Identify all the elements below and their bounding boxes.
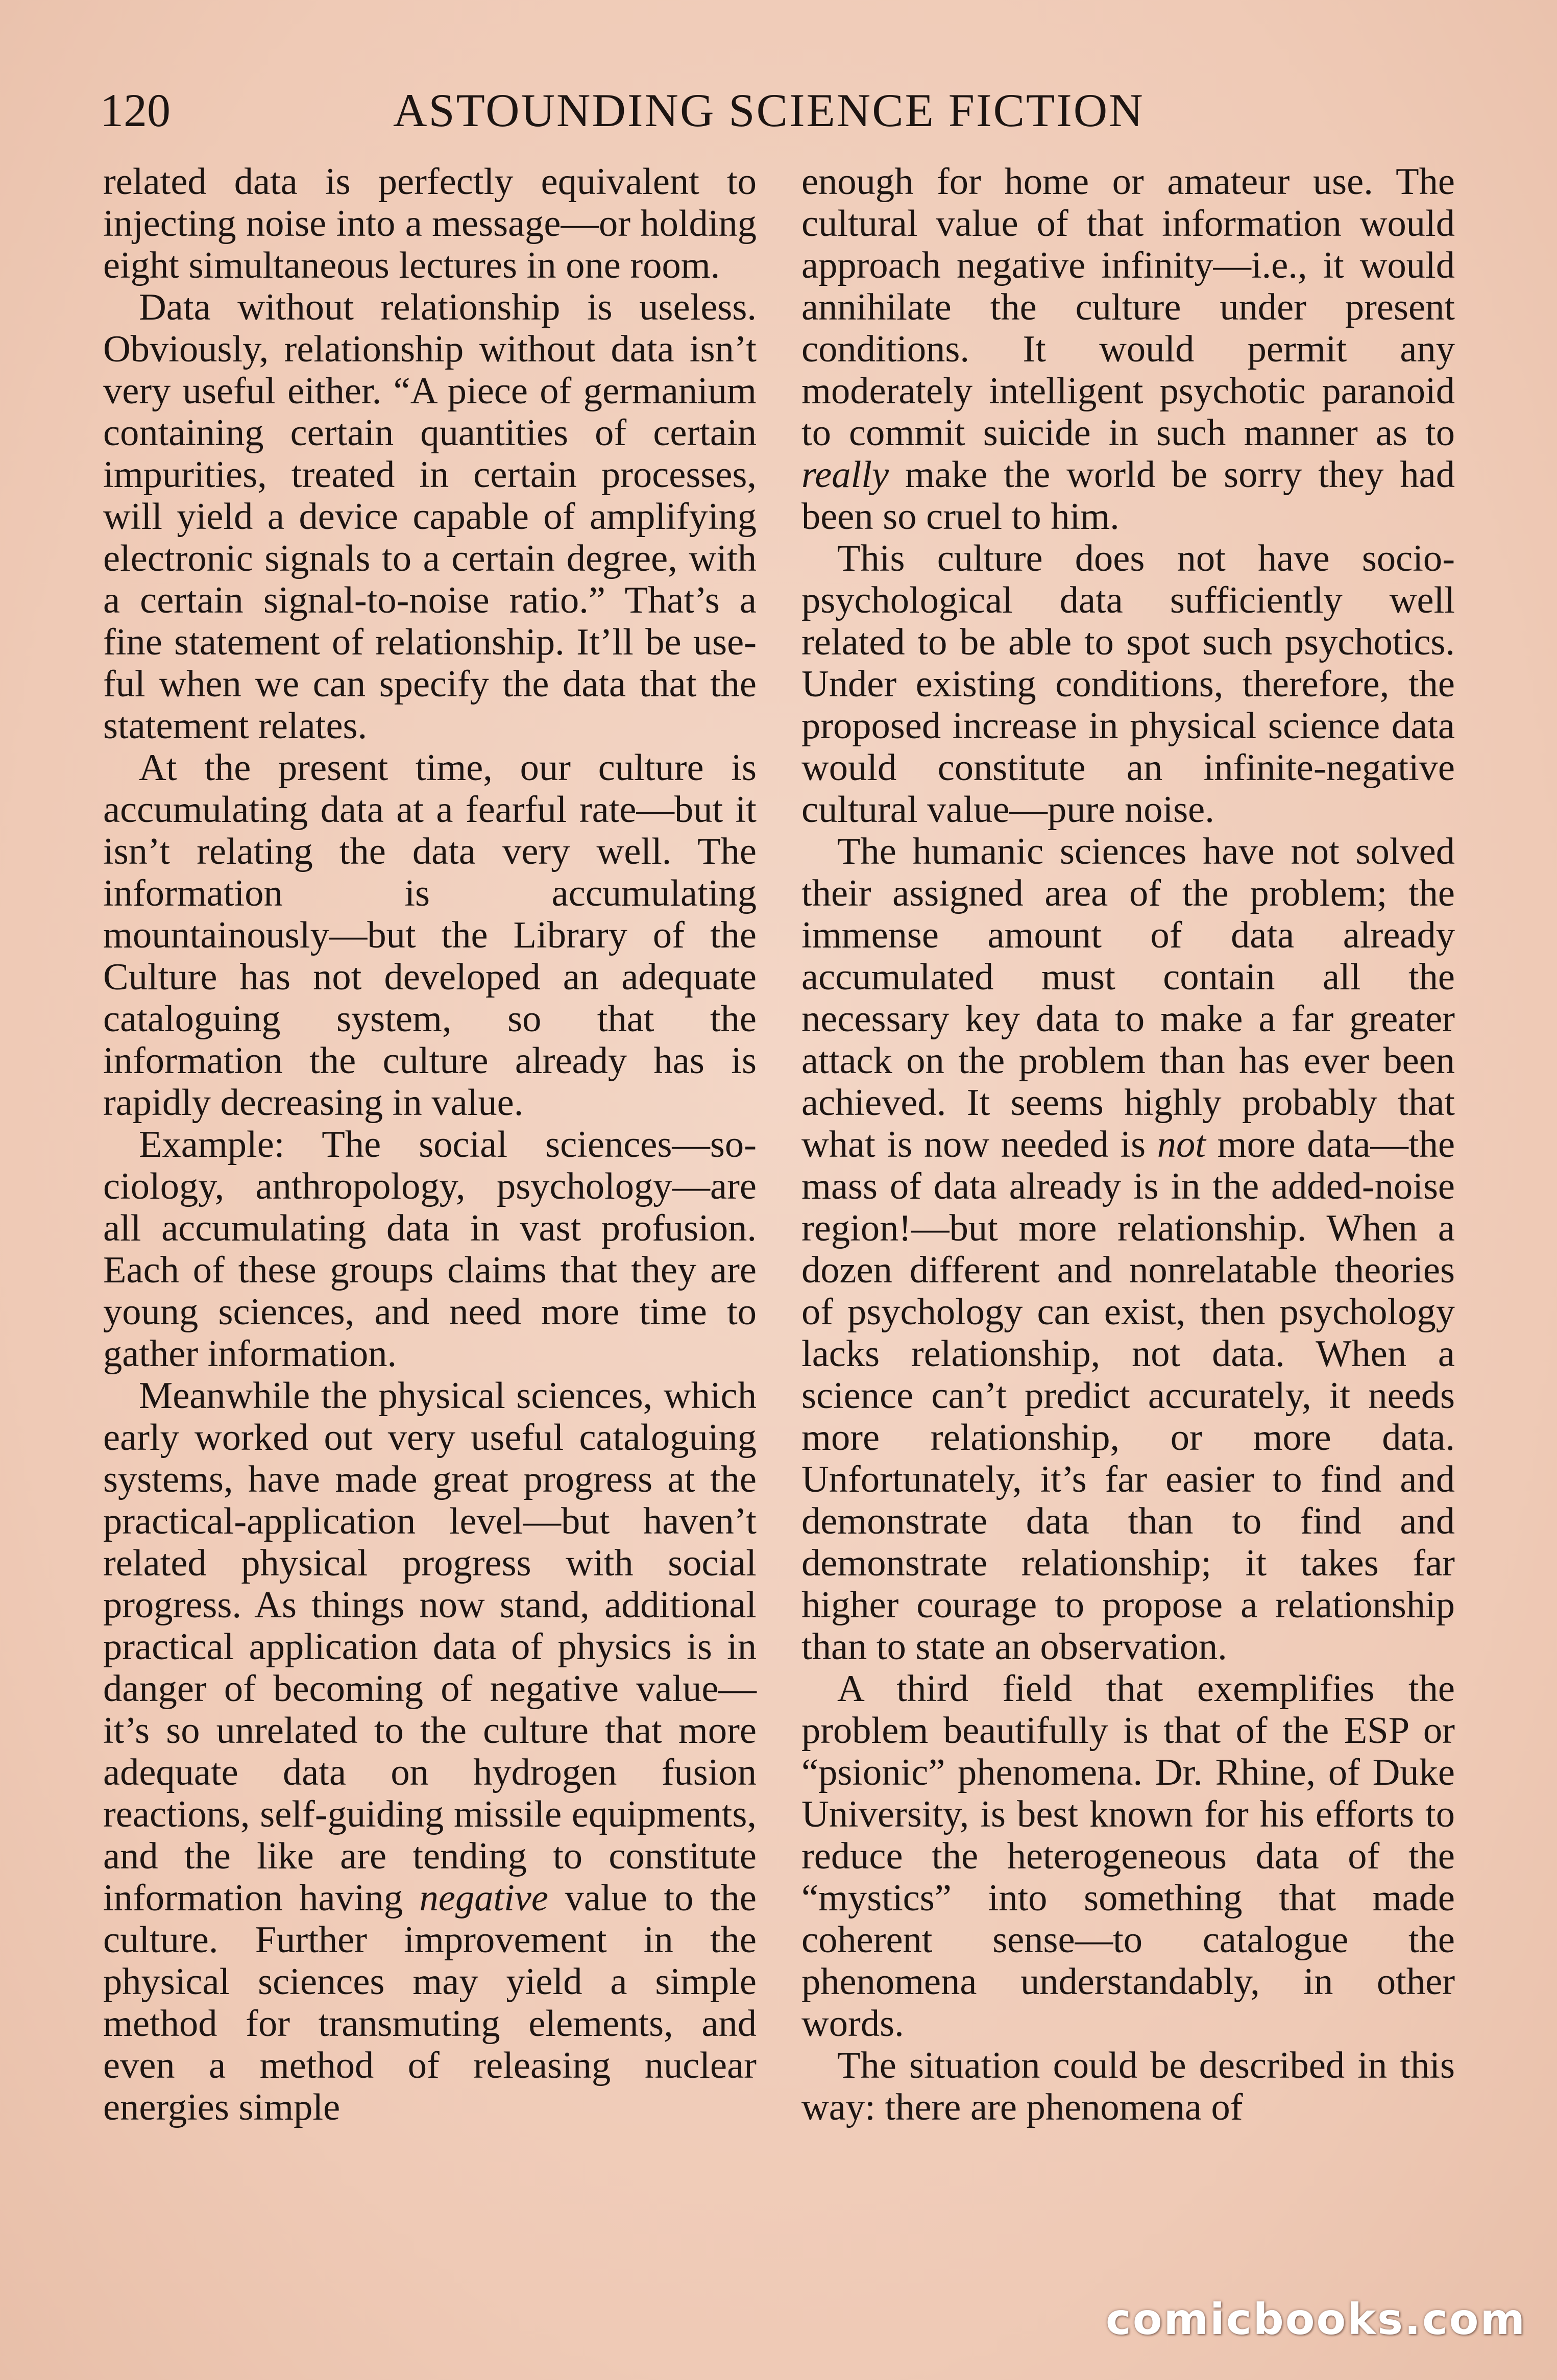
- italic-text: negative: [419, 1877, 548, 1919]
- text-run: enough for home or amateur use. The cultural value of that information would approach negative infinity—i.e., it would annihilate the culture under present conditions. It would permit any moderately intelligent psychotic paranoid to commit suicide in such manner as to: [801, 161, 1455, 454]
- paragraph: related data is perfectly equivalent to injecting noise into a message—or holding eight simultaneous lectures in one room.: [103, 161, 757, 286]
- paragraph: The situation could be described in this way: there are phenomena of: [801, 2045, 1455, 2128]
- italic-text: really: [801, 454, 889, 496]
- paragraph: This culture does not have sociopsychological data sufficiently well related to be able to spot such psychotics. Under existing conditions, therefore, the proposed increase in physical science data would constitute an infinite-negative cultural value—pure noise.: [801, 538, 1455, 831]
- paragraph: Data without relationship is useless. Obviously, relationship without data isn’t very useful either. “A piece of germanium containing certain quantities of certain impurities, treated in certain processes, will yield a device capable of amplifying electronic signals to a certain degree, with a certain signal-to-noise ratio.” That’s a fine statement of relationship. It’ll be useful when we can specify the data that the statement relates.: [103, 286, 757, 747]
- text-run: make the world be sorry they had been so cruel to him.: [801, 454, 1455, 538]
- text-run: The humanic sciences have not solved their assigned area of the problem; the immense amount of data already accumulated must contain all the necessary key data to make a far greater attack on the problem than has ever been achieved. It seems highly probably that what is now needed is: [801, 831, 1455, 1165]
- paragraph: [801, 161, 1455, 538]
- left-column: [103, 161, 757, 2128]
- paragraph: A third field that exemplifies the problem beautifully is that of the ESP or “psionic” phenomena. Dr. Rhine, of Duke University, is best known for his efforts to reduce the heterogeneous data of the “mystics” into something that made coherent sense—to catalogue the phenomena understandably, in other words.: [801, 1668, 1455, 2045]
- paragraph: Example: The social sciences—sociology, anthropology, psychology—are all accumulating data in vast profusion. Each of these groups claims that they are young sciences, and need more time to gather information.: [103, 1124, 757, 1375]
- paragraph: At the present time, our culture is accumulating data at a fearful rate—but it isn’t relating the data very well. The information is accumulating mountainously—but the Library of the Culture has not developed an adequate cataloguing system, so that the information the culture already has is rapidly decreasing in value.: [103, 747, 757, 1124]
- page-number: 120: [100, 84, 171, 136]
- text-run: Meanwhile the physical sciences, which early worked out very useful cataloguing systems, have made great progress at the practical-application level—but haven’t related physical progress with social progress. As things now stand, additional practical application data of physics is in danger of becoming of negative value—it’s so unrelated to the culture that more adequate data on hydrogen fusion reactions, self-guiding missile equipments, and the like are tending to constitute information having: [103, 1375, 757, 1919]
- right-column: [801, 161, 1455, 2128]
- watermark: comicbooks.com: [1106, 2294, 1526, 2344]
- text-run: value to the culture. Further improvement in the physical sciences may yield a simple method for transmuting elements, and even a method of releasing nuclear energies simple: [103, 1877, 757, 2128]
- text-run: more data—the mass of data already is in the added-noise region!—but more relationship. When a dozen different and nonrelatable theories of psychology can exist, then psychology lacks relationship, not data. When a science can’t predict accurately, it needs more relationship, or more data. Unfortunately, it’s far easier to find and demonstrate data than to find and demonstrate relationship; it takes far higher courage to propose a relationship than to state an observation.: [801, 1124, 1455, 1668]
- running-head: ASTOUNDING SCIENCE FICTION: [393, 84, 1145, 136]
- paragraph: [103, 1375, 757, 2128]
- italic-text: not: [1157, 1124, 1206, 1165]
- paragraph: [801, 831, 1455, 1668]
